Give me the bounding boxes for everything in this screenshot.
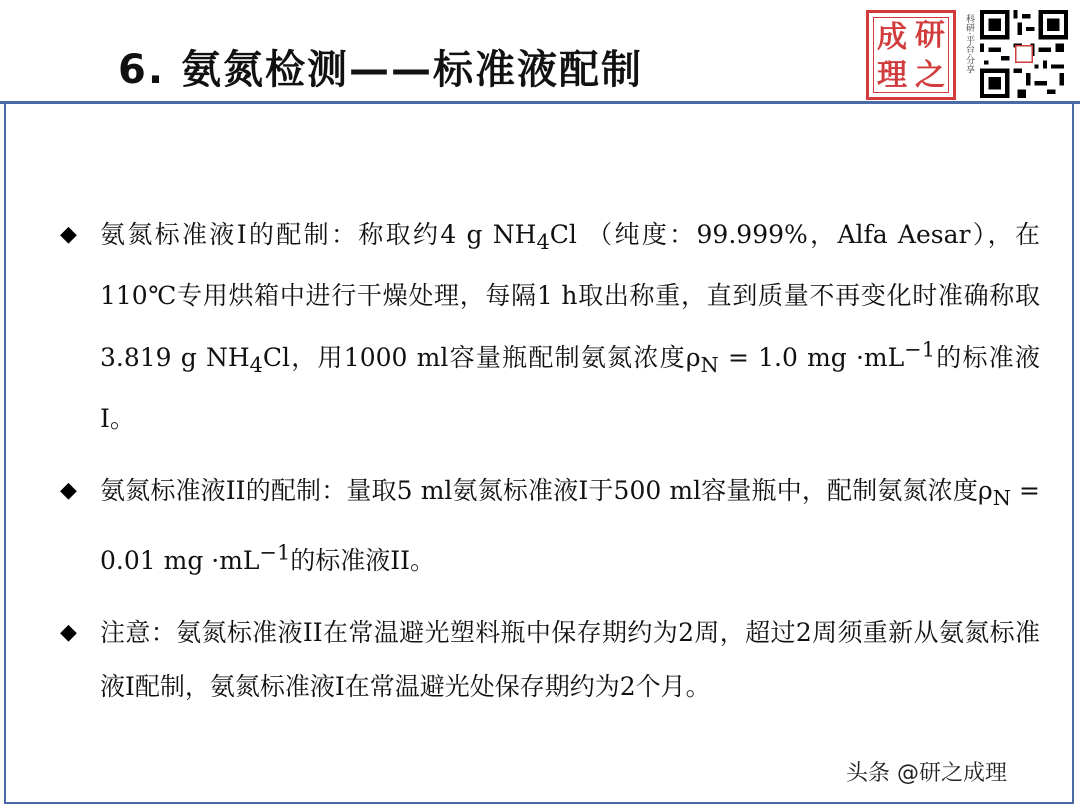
seal-char: 之 bbox=[915, 58, 945, 93]
text-run: 注意：氨氮标准液II在常温避光塑料瓶中保存期约为2周，超过2周须重新从氨氮标准液I配制，氨氮标准液I在常温避光处保存期约为2个月。 bbox=[100, 617, 1040, 701]
footer-text: 头条 @研之成理 bbox=[846, 761, 1007, 786]
bullet-item bbox=[60, 464, 1040, 587]
diamond-bullet-icon: ◆ bbox=[60, 478, 77, 504]
text-run: Cl，用1000 ml容量瓶配制氨氮浓度ρ bbox=[262, 343, 701, 373]
bullet-item bbox=[60, 208, 1040, 446]
text-run: 的标准液II。 bbox=[290, 545, 436, 575]
superscript: −1 bbox=[259, 540, 291, 565]
subscript: N bbox=[992, 486, 1011, 511]
subscript: N bbox=[700, 353, 719, 378]
text-run: = 1.0 mg ·mL bbox=[718, 343, 905, 373]
footer-watermark bbox=[846, 756, 1007, 787]
text-run: 氨氮标准液I的配制：称取约4 g NH bbox=[100, 220, 537, 249]
bullet-text bbox=[100, 476, 1040, 574]
subscript: 4 bbox=[536, 230, 550, 254]
text-run: = 0.01 mg ·mL bbox=[100, 476, 1040, 575]
seal-char: 研 bbox=[915, 18, 945, 53]
bullet-text bbox=[100, 220, 1040, 433]
bullet-text bbox=[100, 618, 1040, 701]
seal-char: 成 bbox=[877, 20, 907, 55]
seal-char: 理 bbox=[877, 58, 907, 93]
diamond-bullet-icon: ◆ bbox=[60, 222, 77, 247]
diamond-bullet-icon: ◆ bbox=[60, 619, 77, 645]
bullet-item bbox=[60, 606, 1040, 714]
qr-code-icon bbox=[980, 10, 1068, 98]
text-run: 的标准液I。 bbox=[100, 343, 1040, 434]
subscript: 4 bbox=[249, 353, 263, 378]
superscript: −1 bbox=[904, 338, 935, 362]
text-run: 氨氮标准液II的配制：量取5 ml氨氮标准液I于500 ml容量瓶中，配制氨氮浓度ρ bbox=[100, 476, 993, 506]
slide-header bbox=[0, 0, 1080, 104]
logo-tagline: 科研·平台·分享 bbox=[964, 14, 974, 74]
bullet-list bbox=[60, 208, 1040, 732]
slide-title: 6. 氨氮检测——标准液配制 bbox=[118, 47, 643, 93]
logo-seal bbox=[866, 10, 956, 100]
text-run: Cl （纯度：99.999%，Alfa Aesar），在110℃专用烘箱中进行干燥处理，每隔1 h取出称重，直到质量不再变化时准确称取3.819 g NH bbox=[100, 220, 1040, 373]
